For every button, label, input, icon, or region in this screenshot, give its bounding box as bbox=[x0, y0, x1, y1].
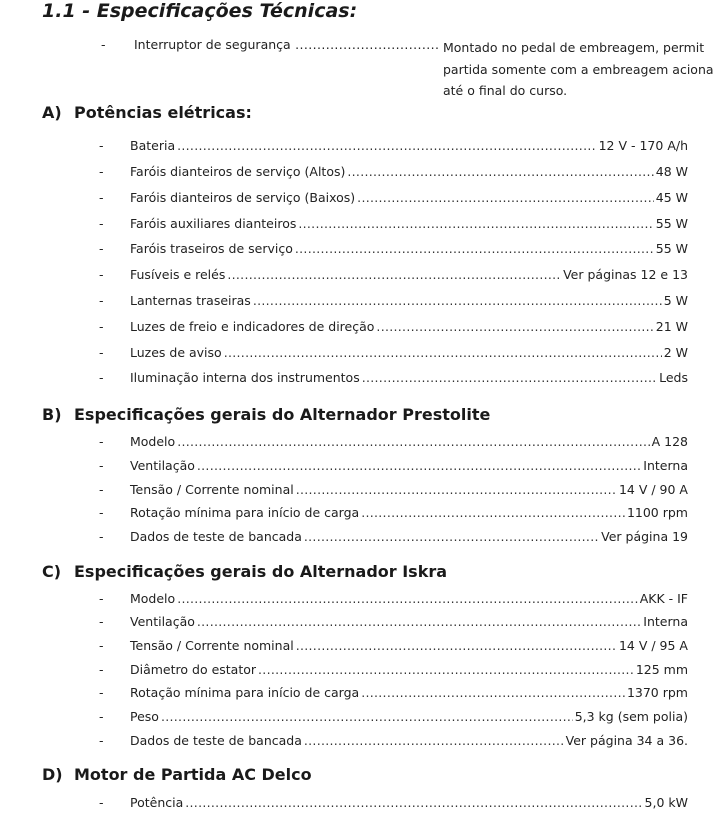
section-heading-electrical-power bbox=[42, 103, 252, 122]
spec-value: 5,0 kW bbox=[644, 795, 688, 810]
value-line: partida somente com a embreagem aciona bbox=[443, 61, 714, 77]
spec-value: 125 mm bbox=[635, 662, 688, 677]
spec-value: 12 V - 170 A/h bbox=[598, 138, 688, 153]
spec-value: 21 W bbox=[655, 319, 688, 334]
leader-dots bbox=[361, 503, 625, 523]
leader-dots bbox=[177, 432, 649, 452]
leader-dots bbox=[376, 317, 653, 337]
list-dash: - bbox=[99, 733, 104, 748]
leader-dots bbox=[224, 343, 662, 363]
leader-dots bbox=[227, 265, 561, 285]
leader-dots bbox=[296, 636, 617, 656]
spec-label: Ventilação bbox=[130, 614, 195, 629]
leader-dots bbox=[197, 612, 641, 632]
spec-label: Faróis dianteiros de serviço (Baixos) bbox=[130, 190, 356, 205]
leader-dots bbox=[161, 707, 573, 727]
list-dash: - bbox=[99, 345, 104, 360]
spec-value: 14 V / 90 A bbox=[618, 482, 688, 497]
page-title: 1.1 - Especificações Técnicas: bbox=[42, 0, 358, 22]
spec-row bbox=[0, 162, 724, 182]
section-heading-iskra-alternator bbox=[42, 562, 447, 581]
safety-switch-row bbox=[0, 37, 724, 99]
section-title: Potências elétricas: bbox=[74, 103, 252, 122]
list-dash: - bbox=[99, 638, 104, 653]
spec-value: Interna bbox=[643, 458, 688, 473]
spec-row bbox=[0, 480, 724, 500]
spec-row bbox=[0, 612, 724, 632]
spec-row bbox=[0, 214, 724, 234]
list-dash: - bbox=[99, 505, 104, 520]
spec-row bbox=[0, 636, 724, 656]
list-dash: - bbox=[99, 319, 104, 334]
list-dash: - bbox=[99, 293, 104, 308]
spec-row bbox=[0, 343, 724, 363]
spec-label: Lanternas traseiras bbox=[130, 293, 251, 308]
spec-label: Luzes de aviso bbox=[130, 345, 222, 360]
spec-row bbox=[0, 265, 724, 285]
spec-label: Modelo bbox=[130, 434, 176, 449]
spec-label: Rotação mínima para início de carga bbox=[130, 685, 360, 700]
spec-row bbox=[0, 239, 724, 259]
spec-label: Faróis auxiliares dianteiros bbox=[130, 216, 297, 231]
spec-value: A 128 bbox=[651, 434, 688, 449]
list-dash: - bbox=[99, 685, 104, 700]
spec-label: Bateria bbox=[130, 138, 176, 153]
spec-row bbox=[0, 317, 724, 337]
spec-value: Leds bbox=[659, 370, 688, 385]
list-dash: - bbox=[99, 614, 104, 629]
section-title: Motor de Partida AC Delco bbox=[74, 765, 312, 784]
spec-value: 5,3 kg (sem polia) bbox=[574, 709, 688, 724]
list-dash: - bbox=[99, 434, 104, 449]
leader-dots bbox=[177, 136, 596, 156]
list-dash: - bbox=[99, 662, 104, 677]
spec-row bbox=[0, 432, 724, 452]
list-dash: - bbox=[99, 267, 104, 282]
spec-label: Rotação mínima para início de carga bbox=[130, 505, 360, 520]
leader-dots bbox=[197, 456, 641, 476]
spec-value: 14 V / 95 A bbox=[618, 638, 688, 653]
spec-label: Ventilação bbox=[130, 458, 195, 473]
list-dash: - bbox=[99, 190, 104, 205]
spec-value: 55 W bbox=[655, 216, 688, 231]
spec-value: 5 W bbox=[663, 293, 688, 308]
list-dash: - bbox=[99, 370, 104, 385]
list-dash: - bbox=[99, 458, 104, 473]
spec-row bbox=[0, 731, 724, 751]
spec-label: Diâmetro do estator bbox=[130, 662, 257, 677]
leader-dots bbox=[185, 793, 642, 813]
list-dash: - bbox=[99, 591, 104, 606]
list-dash: - bbox=[99, 216, 104, 231]
spec-value: Ver página 19 bbox=[601, 529, 688, 544]
section-letter: C) bbox=[42, 562, 62, 581]
spec-row bbox=[0, 456, 724, 476]
spec-label: Potência bbox=[130, 795, 184, 810]
value-line: Montado no pedal de embreagem, permit bbox=[443, 40, 705, 55]
value-line: até o final do curso. bbox=[443, 83, 568, 98]
spec-row bbox=[0, 136, 724, 156]
spec-label: Peso bbox=[130, 709, 159, 724]
section-letter: A) bbox=[42, 103, 62, 122]
spec-row bbox=[0, 503, 724, 523]
leader-dots bbox=[357, 188, 654, 208]
spec-label: Iluminação interna dos instrumentos bbox=[130, 370, 360, 385]
section-title: Especificações gerais do Alternador Prestolite bbox=[74, 405, 491, 424]
list-dash: - bbox=[99, 529, 104, 544]
leader-dots bbox=[253, 291, 662, 311]
spec-row bbox=[0, 660, 724, 680]
spec-value: 2 W bbox=[663, 345, 688, 360]
spec-label: Modelo bbox=[130, 591, 176, 606]
section-heading-prestolite-alternator bbox=[42, 405, 490, 424]
leader-dots bbox=[347, 162, 653, 182]
spec-value: 48 W bbox=[655, 164, 688, 179]
list-dash: - bbox=[99, 138, 104, 153]
section-heading-starter-motor bbox=[42, 765, 312, 784]
spec-value: Ver página 34 a 36. bbox=[565, 733, 688, 748]
leader-dots bbox=[258, 660, 634, 680]
spec-label: Luzes de freio e indicadores de direção bbox=[130, 319, 375, 334]
spec-value: AKK - IF bbox=[639, 591, 688, 606]
spec-label: Tensão / Corrente nominal bbox=[130, 638, 294, 653]
list-dash: - bbox=[99, 709, 104, 724]
list-dash: - bbox=[99, 241, 104, 256]
leader-dots bbox=[361, 683, 625, 703]
spec-value: 55 W bbox=[655, 241, 688, 256]
list-dash: - bbox=[99, 164, 104, 179]
spec-label: Dados de teste de bancada bbox=[130, 733, 302, 748]
spec-row bbox=[0, 368, 724, 388]
spec-row bbox=[0, 291, 724, 311]
spec-value: 1100 rpm bbox=[626, 505, 688, 520]
spec-row bbox=[0, 589, 724, 609]
leader-dots bbox=[296, 480, 617, 500]
leader-dots bbox=[298, 214, 653, 234]
spec-label: Faróis traseiros de serviço bbox=[130, 241, 293, 256]
list-dash: - bbox=[99, 795, 104, 810]
spec-value: 1370 rpm bbox=[626, 685, 688, 700]
spec-label: Tensão / Corrente nominal bbox=[130, 482, 294, 497]
spec-label: Dados de teste de bancada bbox=[130, 529, 302, 544]
list-dash: - bbox=[99, 482, 104, 497]
spec-row bbox=[0, 683, 724, 703]
leader-dots bbox=[295, 239, 654, 259]
section-title: Especificações gerais do Alternador Iskra bbox=[74, 562, 448, 581]
spec-row bbox=[0, 707, 724, 727]
spec-value: Ver páginas 12 e 13 bbox=[563, 267, 688, 282]
leader-dots bbox=[177, 589, 638, 609]
leader-dots bbox=[304, 527, 599, 547]
section-letter: D) bbox=[42, 765, 63, 784]
spec-value: 45 W bbox=[655, 190, 688, 205]
spec-row bbox=[0, 527, 724, 547]
leader-dots bbox=[304, 731, 564, 751]
section-letter: B) bbox=[42, 405, 62, 424]
list-dash: - bbox=[101, 37, 106, 52]
spec-row bbox=[0, 188, 724, 208]
spec-label: Faróis dianteiros de serviço (Altos) bbox=[130, 164, 346, 179]
safety-switch-value bbox=[443, 37, 724, 102]
spec-row bbox=[0, 793, 724, 813]
spec-label: Fusíveis e relés bbox=[130, 267, 226, 282]
leader-dots bbox=[362, 368, 657, 388]
safety-switch-label: Interruptor de segurança ..... bbox=[134, 37, 440, 52]
spec-value: Interna bbox=[643, 614, 688, 629]
